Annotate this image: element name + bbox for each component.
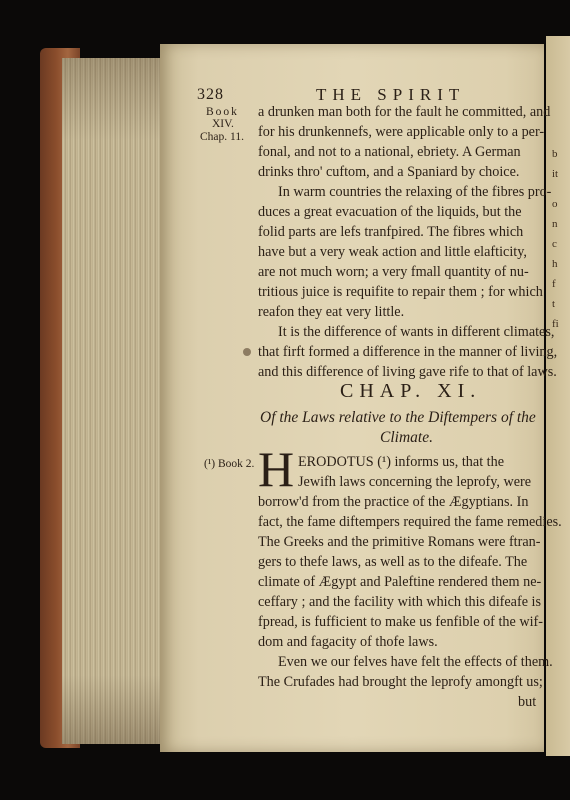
footnote-reference: (¹) Book 2. <box>204 458 255 470</box>
facing-page-fragment: n <box>552 218 558 230</box>
text-line: climate of Ægypt and Paleftine rendered them ne- <box>258 574 542 590</box>
text-line: borrow'd from the practice of the Ægyptians. In <box>258 494 529 510</box>
text-line: have but a very weak action and little elafticity, <box>258 244 527 260</box>
catchword: but <box>518 694 537 710</box>
text-line: duces a great evacuation of the liquids, but the <box>258 204 522 220</box>
text-line: for his drunkennefs, were applicable only to a per- <box>258 124 545 140</box>
text-line: ERODOTUS (¹) informs us, that the <box>298 454 505 470</box>
margin-book-label: Book <box>206 106 239 118</box>
text-line: reafon they eat very little. <box>258 304 405 320</box>
text-line: It is the difference of wants in different climates, <box>278 324 555 340</box>
text-line: a drunken man both for the fault he committed, and <box>258 104 551 120</box>
text-line: The Crufades had brought the leprofy amongft us; <box>258 674 543 690</box>
facing-page-fragment: o <box>552 198 558 210</box>
text-line: tritious juice is requifite to repair them ; for which <box>258 284 543 300</box>
margin-book-number: XIV. <box>212 118 234 130</box>
facing-page-fragment: h <box>552 258 558 270</box>
running-title: THE SPIRIT <box>316 85 466 104</box>
drop-cap: H <box>258 441 295 497</box>
chapter-title-line: Climate. <box>380 429 433 446</box>
text-line: gers to thefe laws, as well as to the difeafe. The <box>258 554 528 570</box>
margin-chapter-label: Chap. 11. <box>200 131 244 143</box>
chapter-title-line: Of the Laws relative to the Diftempers of the <box>260 409 536 426</box>
facing-page-fragment: f <box>552 278 556 290</box>
text-line: In warm countries the relaxing of the fibres pro- <box>278 184 552 200</box>
page-edges-shade <box>62 58 172 744</box>
page-number: 328 <box>197 86 224 103</box>
chapter-heading: CHAP. XI. <box>340 380 482 402</box>
text-line: Jewifh laws concerning the leprofy, were <box>298 474 532 490</box>
text-line: that firft formed a difference in the manner of living, <box>258 344 558 360</box>
facing-page-edge <box>546 36 570 756</box>
text-line: and this difference of living gave rife to that of laws. <box>258 364 557 380</box>
text-line: are not much worn; a very fmall quantity of nu- <box>258 264 529 280</box>
facing-page-fragment: t <box>552 298 556 310</box>
text-line: fact, the fame diftempers required the fame remedies. <box>258 514 562 530</box>
facing-page-fragment: it <box>552 168 559 180</box>
text-line: The Greeks and the primitive Romans were ftran- <box>258 534 541 550</box>
text-line: Even we our felves have felt the effects of them. <box>278 654 553 670</box>
facing-page-fragment: fi <box>552 318 559 330</box>
facing-page-fragment: b <box>552 148 558 160</box>
facing-page-fragment: c <box>552 238 557 250</box>
text-line: fpread, is fufficient to make us fenfible of the wif- <box>258 614 543 630</box>
text-line: fonal, and not to a national, ebriety. A German <box>258 144 521 160</box>
ink-stain <box>243 348 251 356</box>
text-line: ceffary ; and the facility with which this difeafe is <box>258 594 541 610</box>
text-line: folid parts are lefs tranfpired. The fibres which <box>258 224 524 240</box>
text-line: dom and fagacity of thofe laws. <box>258 634 438 650</box>
text-line: drinks thro' cuftom, and a Spaniard by choice. <box>258 164 520 180</box>
